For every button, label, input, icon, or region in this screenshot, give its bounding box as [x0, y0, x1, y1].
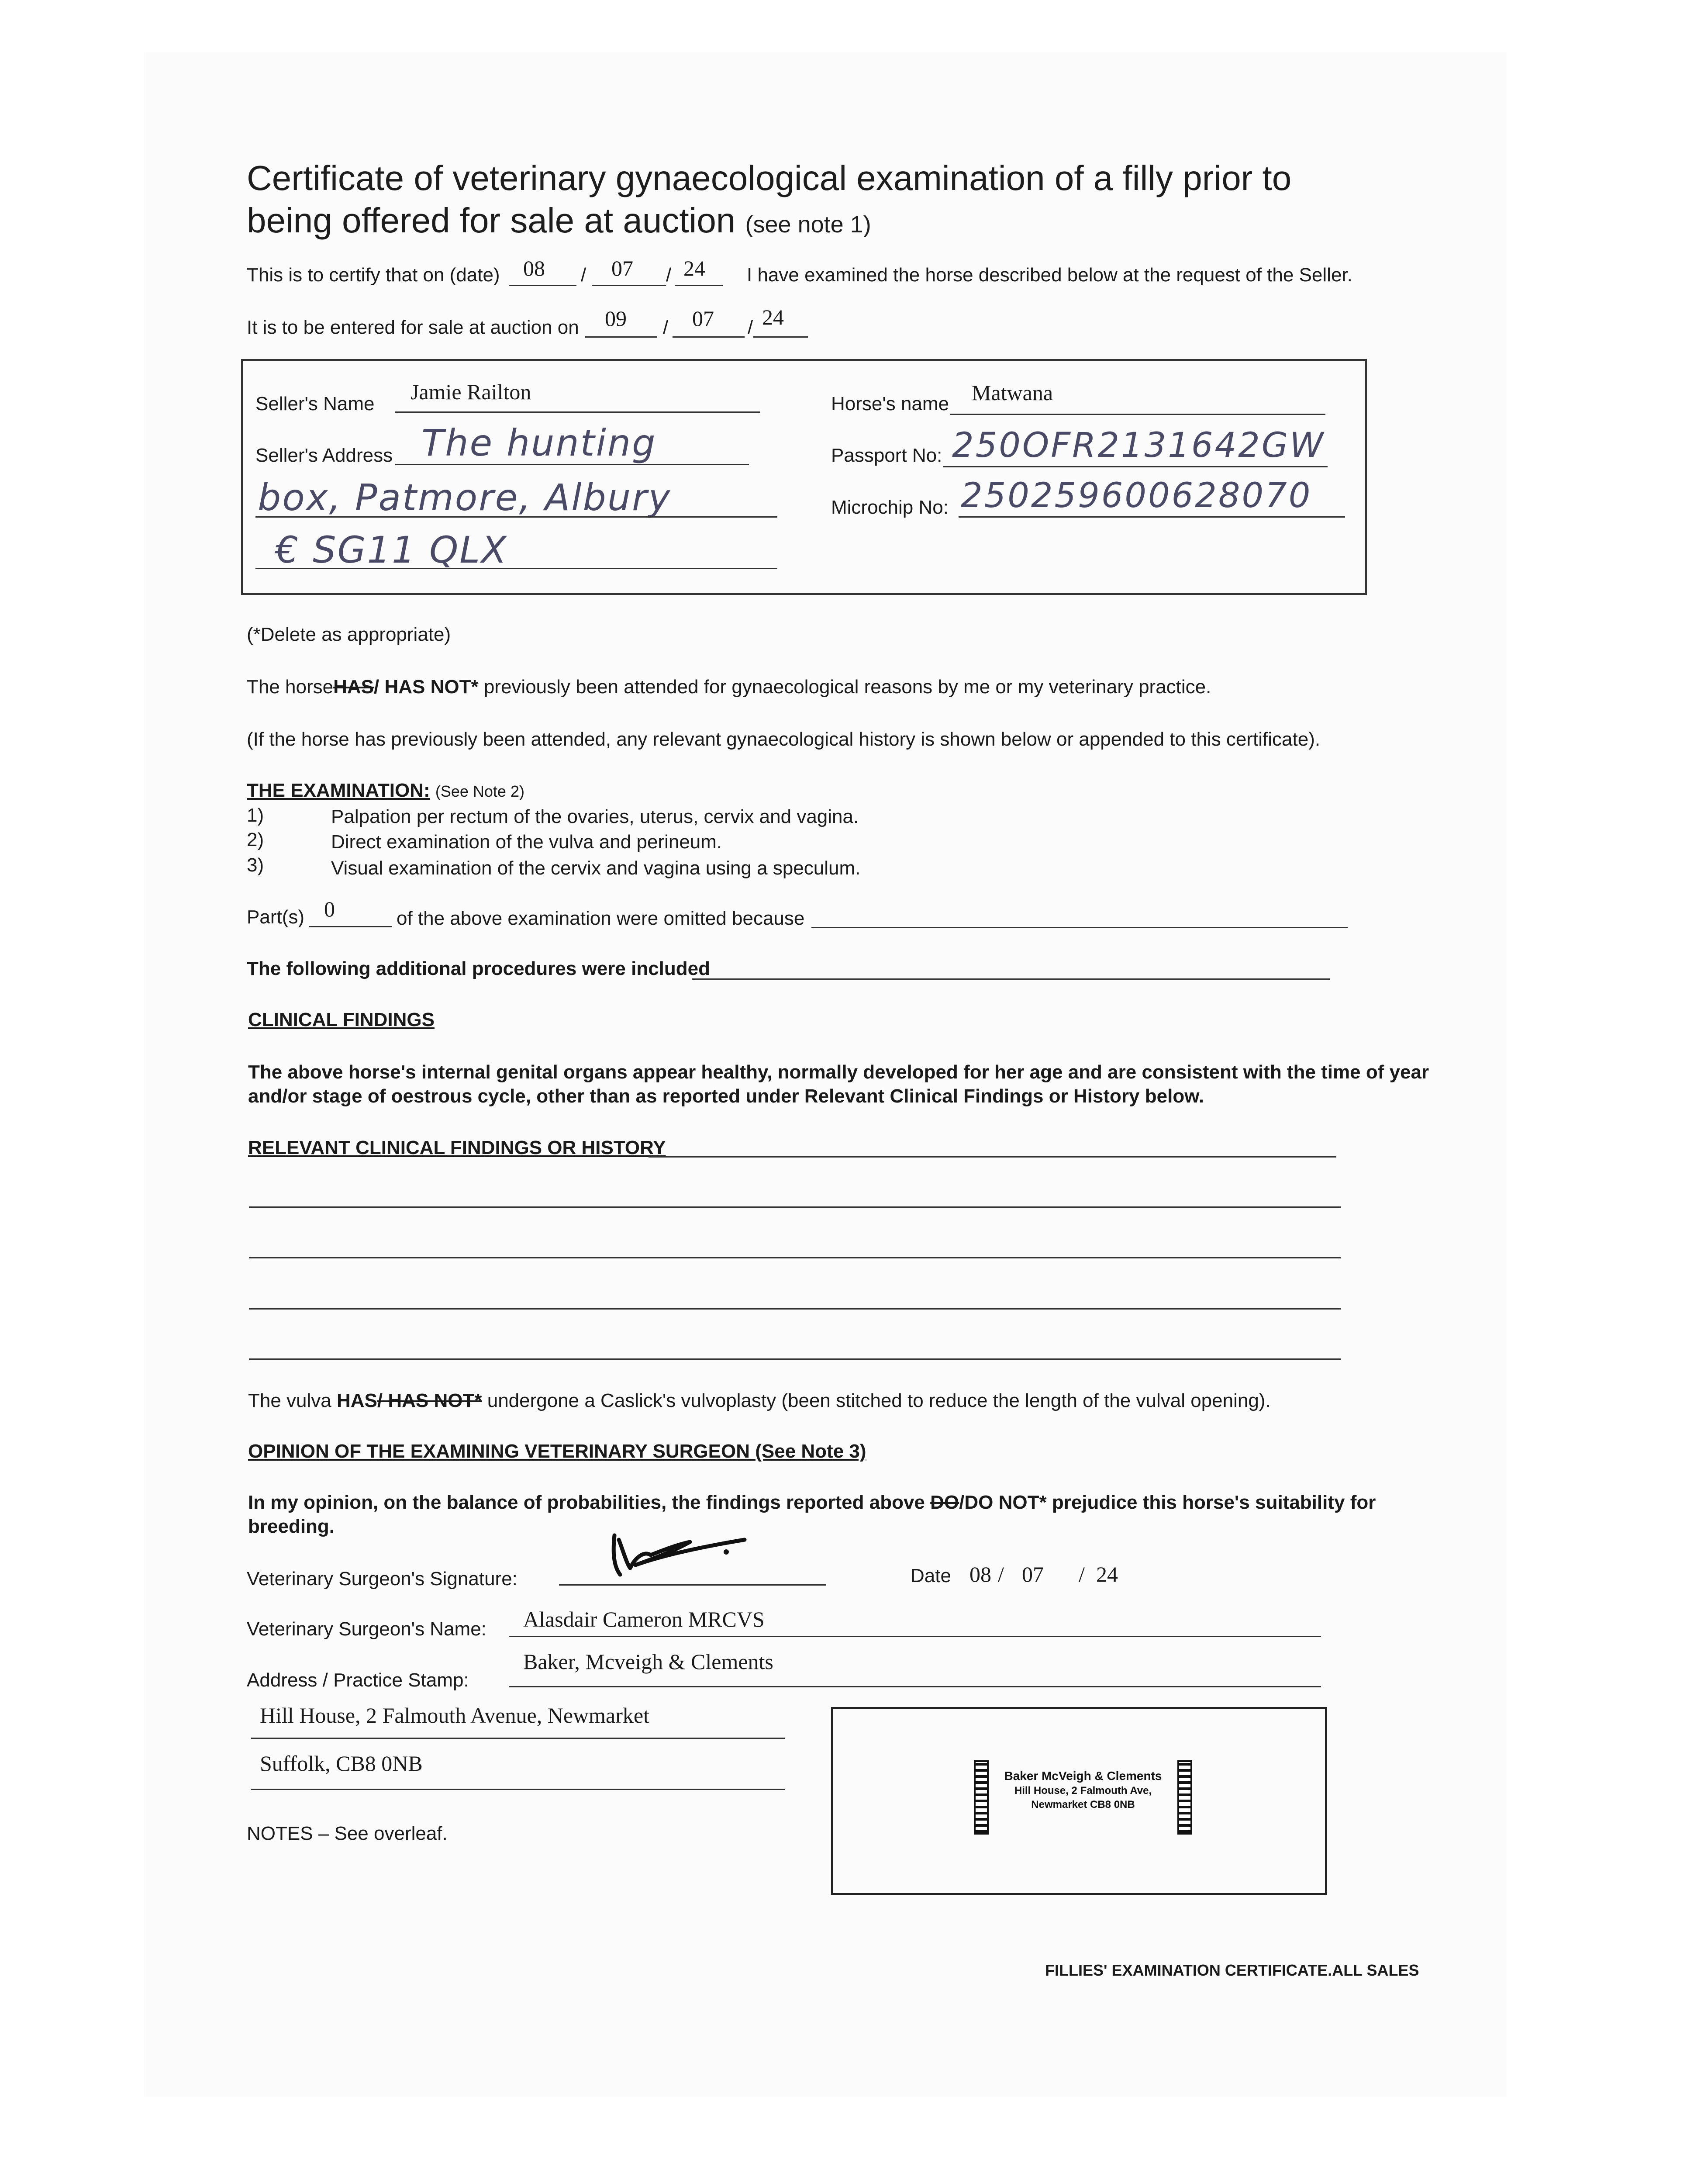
certify-month: 07 [611, 256, 633, 280]
surgeon-name-line [509, 1636, 1321, 1637]
signature-date-label: Date [911, 1565, 951, 1586]
passport-line [943, 466, 1328, 467]
omitted-value-line [309, 926, 392, 927]
signature-date-sep2: / [1079, 1562, 1085, 1586]
certify-sep2: / [666, 264, 672, 286]
microchip-value: 250259600628070 [961, 476, 1312, 515]
auction-month-line [673, 336, 745, 338]
attended-has-not: / HAS NOT* [374, 676, 479, 698]
certify-sep1: / [581, 264, 586, 286]
microchip-label: Microchip No: [831, 497, 949, 518]
auction-day-line [585, 336, 657, 338]
auction-year: 24 [762, 305, 784, 329]
opinion-do-struck: DO [930, 1492, 959, 1513]
examination-item-3-text: Visual examination of the cervix and vagina using a speculum. [331, 857, 861, 879]
attended-suffix: previously been attended for gynaecological reasons by me or my veterinary practice. [483, 676, 1211, 698]
examination-item-3-num: 3) [247, 854, 264, 876]
vulva-prefix: The vulva [248, 1390, 331, 1411]
seller-address-line2: box, Patmore, Albury [258, 476, 672, 519]
additional-procedures: The following additional procedures were included [247, 958, 711, 979]
relevant-findings-line-1 [649, 1156, 1336, 1158]
signature-icon [609, 1527, 753, 1583]
examination-heading: THE EXAMINATION: [247, 780, 430, 801]
seller-address-line1-rule [395, 464, 749, 465]
horse-name-line [950, 414, 1325, 415]
vulva-statement [248, 1390, 1271, 1412]
passport-value: 250OFR2131642GW [952, 426, 1325, 465]
attended-note: (If the horse has previously been attended, any relevant gynaecological history is shown below or appended to this certificate). [247, 729, 1321, 750]
signature-label: Veterinary Surgeon's Signature: [247, 1568, 517, 1590]
horse-name-value: Matwana [972, 380, 1053, 405]
surgeon-name-value: Alasdair Cameron MRCVS [523, 1607, 765, 1631]
relevant-findings-line-3 [249, 1257, 1341, 1258]
relevant-findings-line-4 [249, 1308, 1341, 1310]
attended-prefix: The horse [247, 676, 334, 698]
examination-note: (See Note 2) [435, 782, 524, 800]
relevant-findings-heading: RELEVANT CLINICAL FINDINGS OR HISTORY [248, 1137, 666, 1158]
practice-address-line1: Hill House, 2 Falmouth Avenue, Newmarket [260, 1703, 649, 1728]
clinical-findings-text-line1: The above horse's internal genital organs appear healthy, normally developed for her age and are consistent with the time of year [248, 1061, 1429, 1083]
opinion-do-not: /DO NOT* [959, 1492, 1047, 1513]
footer-label: FILLIES' EXAMINATION CERTIFICATE.ALL SALES [1045, 1961, 1419, 1979]
signature-date-day: 08 [969, 1562, 991, 1586]
opinion-statement [248, 1492, 1376, 1514]
seller-name-value: Jamie Railton [411, 380, 531, 404]
seller-address-label: Seller's Address [255, 445, 393, 466]
surgeon-name-label: Veterinary Surgeon's Name: [247, 1618, 486, 1640]
practice-stamp [974, 1760, 1192, 1835]
seller-address-line3: € SG11 QLX [275, 529, 508, 571]
omitted-suffix: of the above examination were omitted because [397, 908, 805, 929]
practice-address-line1-rule [251, 1738, 785, 1739]
relevant-findings-line-5 [249, 1358, 1341, 1360]
signature-line [559, 1584, 826, 1586]
notes-text: NOTES – See overleaf. [247, 1823, 448, 1844]
vulva-has: HAS [337, 1390, 377, 1411]
practice-name-value: Baker, Mcveigh & Clements [523, 1649, 773, 1674]
certify-year: 24 [683, 256, 705, 280]
clinical-findings-text-line2: and/or stage of oestrous cycle, other than as reported under Relevant Clinical Findings or History below. [248, 1085, 1204, 1107]
auction-month: 07 [692, 306, 714, 331]
signature-date-sep1: / [998, 1562, 1004, 1586]
opinion-heading: OPINION OF THE EXAMINING VETERINARY SURGEON (See Note 3) [248, 1441, 866, 1462]
delete-note: (*Delete as appropriate) [247, 624, 451, 645]
relevant-findings-line-2 [249, 1206, 1341, 1208]
seller-address-line2-rule [255, 516, 777, 518]
seller-name-line [395, 411, 760, 413]
omitted-prefix: Part(s) [247, 906, 304, 928]
stamp-line1: Baker McVeigh & Clements [1004, 1769, 1162, 1783]
certify-month-line [592, 285, 666, 286]
certificate-title-line1: Certificate of veterinary gynaecological examination of a filly prior to [247, 159, 1292, 197]
examination-item-1-text: Palpation per rectum of the ovaries, uterus, cervix and vagina. [331, 806, 859, 827]
additional-procedures-line [692, 978, 1330, 980]
auction-year-line [753, 336, 808, 338]
omitted-value: 0 [324, 897, 335, 921]
stamp-line3: Newmarket CB8 0NB [1031, 1799, 1135, 1811]
horse-name-label: Horse's name [831, 393, 949, 415]
seller-address-line3-rule [255, 568, 777, 569]
auction-sep2: / [748, 317, 753, 338]
attended-has-struck: HAS [333, 676, 374, 698]
stamp-line2: Hill House, 2 Falmouth Ave, [1014, 1785, 1152, 1797]
opinion-suffix: prejudice this horse's suitability for [1052, 1492, 1376, 1513]
seller-address-line1: The hunting [421, 422, 657, 464]
title-line2-text: being offered for sale at auction [247, 201, 736, 240]
vulva-suffix: undergone a Caslick's vulvoplasty (been stitched to reduce the length of the vulval opening). [487, 1390, 1271, 1411]
title-note: (see note 1) [745, 211, 871, 238]
examination-item-2-text: Direct examination of the vulva and perineum. [331, 831, 722, 853]
certify-year-line [675, 285, 723, 286]
practice-address-line2: Suffolk, CB8 0NB [260, 1751, 423, 1776]
stamp-bar-right-icon [1177, 1760, 1192, 1835]
auction-prefix: It is to be entered for sale at auction on [247, 317, 579, 338]
passport-label: Passport No: [831, 445, 942, 466]
attended-statement [247, 676, 1211, 698]
auction-day: 09 [605, 306, 627, 331]
certify-day: 08 [523, 256, 545, 280]
signature-date-month: 07 [1022, 1562, 1044, 1586]
certify-prefix: This is to certify that on (date) [247, 264, 500, 286]
stamp-bar-left-icon [974, 1760, 989, 1835]
clinical-findings-heading: CLINICAL FINDINGS [248, 1009, 435, 1030]
practice-address-label: Address / Practice Stamp: [247, 1669, 469, 1691]
vulva-has-not-struck: / HAS NOT* [377, 1390, 482, 1411]
certify-suffix: I have examined the horse described below at the request of the Seller. [747, 264, 1352, 286]
opinion-line2: breeding. [248, 1516, 335, 1537]
practice-name-line [509, 1686, 1321, 1687]
certify-day-line [509, 285, 576, 286]
signature-date-year: 24 [1096, 1562, 1118, 1586]
examination-item-1-num: 1) [247, 805, 264, 826]
examination-heading-row [247, 780, 524, 802]
opinion-prefix: In my opinion, on the balance of probabilities, the findings reported above [248, 1492, 925, 1513]
examination-item-2-num: 2) [247, 829, 264, 850]
practice-address-line2-rule [251, 1789, 785, 1790]
auction-sep1: / [663, 317, 669, 338]
microchip-line [959, 516, 1345, 518]
certificate-title-line2 [247, 200, 871, 245]
omitted-reason-line [811, 927, 1348, 928]
seller-name-label: Seller's Name [255, 393, 375, 415]
